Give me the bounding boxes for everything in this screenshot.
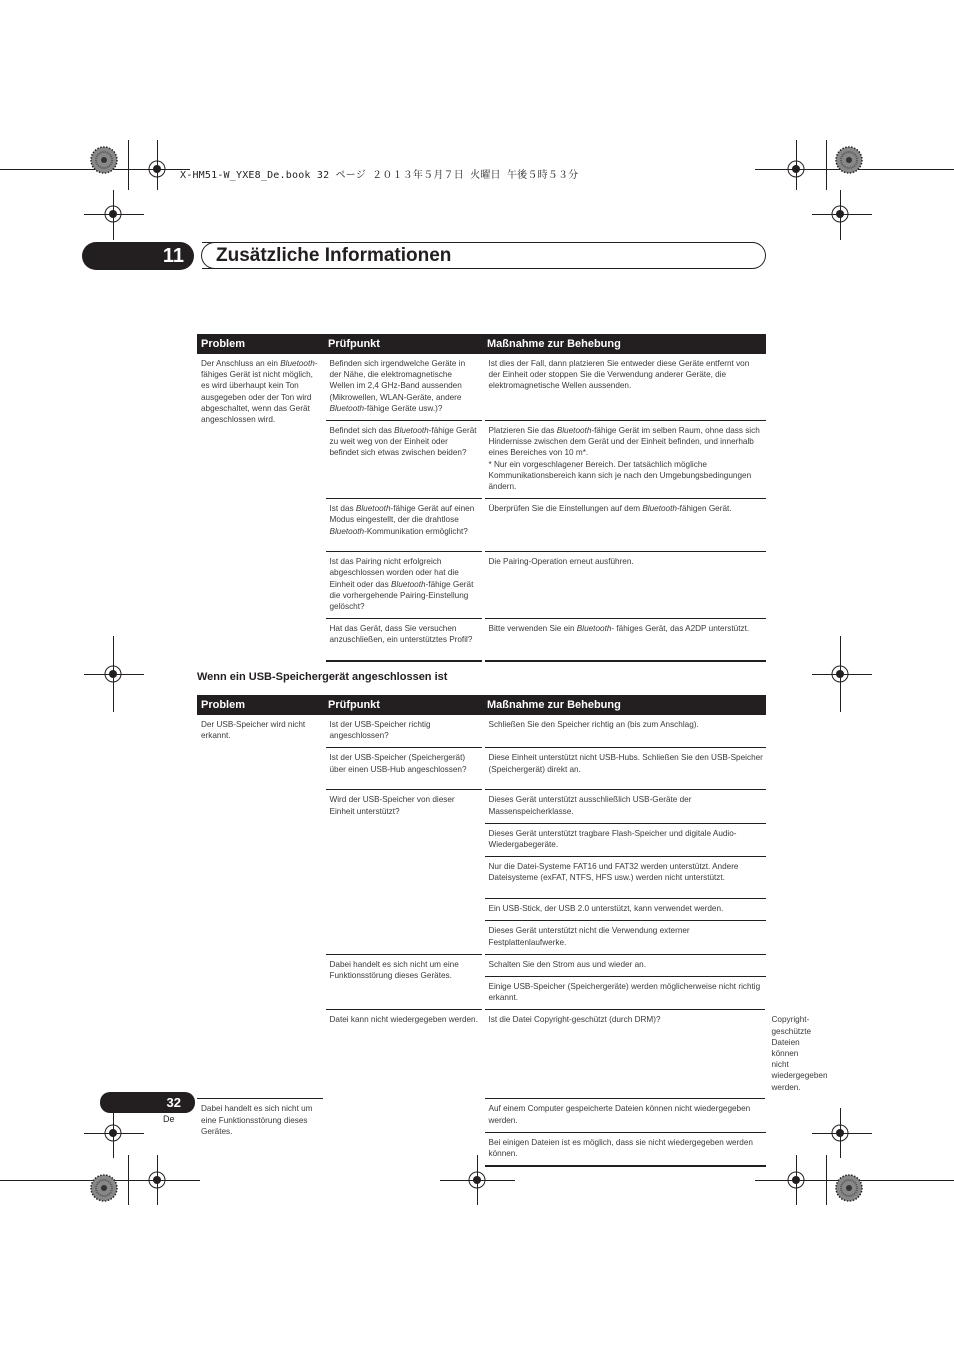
remedy-cell: Auf einem Computer gespeicherte Dateien können nicht wiedergegeben werden. [483, 1099, 766, 1132]
problem-cell: Der USB-Speicher wird nicht erkannt. [197, 715, 324, 1099]
remedy-cell: Bei einigen Dateien ist es möglich, dass sie nicht wiedergegeben werden können. [483, 1132, 766, 1166]
column-header-remedy: Maßnahme zur Behebung [483, 695, 766, 715]
column-header-check: Prüfpunkt [324, 695, 483, 715]
check-cell: Dabei handelt es sich nicht um eine Funktionsstörung dieses Gerätes. [324, 954, 483, 1010]
check-cell: Wird der USB-Speicher von dieser Einheit unterstützt? [324, 790, 483, 954]
usb-troubleshooting-table [197, 695, 828, 1167]
remedy-cell: Dieses Gerät unterstützt nicht die Verwendung externer Festplattenlaufwerke. [483, 921, 766, 954]
check-cell: Befinden sich irgendwelche Geräte in der Nähe, die elektromagnetische Wellen im 2,4 GHz-Band aussenden (Mikrowellen, WLAN-Geräte, andere Bluetooth-fähige Geräte usw.)? [324, 354, 483, 421]
remedy-cell: Überprüfen Sie die Einstellungen auf dem Bluetooth-fähigen Gerät. [483, 499, 766, 552]
remedy-cell: Die Pairing-Operation erneut ausführen. [483, 552, 766, 619]
chapter-title: Zusätzliche Informationen [216, 245, 452, 266]
check-cell: Befindet sich das Bluetooth-fähige Gerät zu weit weg von der Einheit oder befindet sich etwas zwischen beiden? [324, 421, 483, 499]
check-cell: Ist der USB-Speicher richtig angeschlossen? [324, 715, 483, 748]
table-row [197, 715, 766, 748]
column-header-check: Prüfpunkt [324, 334, 483, 354]
column-header-problem: Problem [197, 334, 324, 354]
remedy-cell: Platzieren Sie das Bluetooth-fähige Gerät im selben Raum, ohne dass sich Hindernisse zwischen dem Gerät und der Einheit befinden, und innerhalb eines Bereiches von 10 m*. * Nur ein vorgeschlagener Bereich. Der tatsächlich mögliche Kommunikationsbereich kann sich je nach den Umgebungsbedingungen ändern. [483, 421, 766, 499]
bluetooth-troubleshooting-table [197, 334, 766, 662]
table-row: Datei kann nicht wiedergegeben werden. Ist die Datei Copyright-geschützt (durch DRM)? Copyright-geschützte Dateien können nicht wiedergegeben werden. [197, 1010, 766, 1099]
remedy-cell: Dieses Gerät unterstützt tragbare Flash-Speicher und digitale Audio-Wiedergabegeräte. [483, 823, 766, 856]
page-number: 32 [100, 1092, 195, 1113]
chapter-number: 11 [82, 242, 194, 270]
problem-cell: Der Anschluss an ein Bluetooth-fähiges Gerät ist nicht möglich, es wird überhaupt kein Ton ausgegeben oder der Ton wird abgeschaltet, wenn das Gerät angeschlossen wird. [197, 354, 324, 661]
table-header-row [197, 334, 766, 354]
column-header-problem: Problem [197, 695, 324, 715]
check-cell: Ist das Bluetooth-fähige Gerät auf einen Modus eingestellt, der die drahtlose Bluetooth-Kommunikation ermöglicht? [324, 499, 483, 552]
check-cell: Hat das Gerät, dass Sie versuchen anzuschließen, ein unterstütztes Profil? [324, 619, 483, 661]
remedy-cell: Ein USB-Stick, der USB 2.0 unterstützt, kann verwendet werden. [483, 899, 766, 921]
column-header-remedy: Maßnahme zur Behebung [483, 334, 766, 354]
remedy-cell: Diese Einheit unterstützt nicht USB-Hubs. Schließen Sie den USB-Speicher (Speichergerät) direkt an. [483, 748, 766, 790]
remedy-cell: Schließen Sie den Speicher richtig an (bis zum Anschlag). [488, 720, 699, 729]
remedy-cell: Dieses Gerät unterstützt ausschließlich USB-Geräte der Massenspeicherklasse. [483, 790, 766, 823]
table-row [197, 354, 766, 421]
remedy-cell: Einige USB-Speicher (Speichergeräte) werden möglicherweise nicht richtig erkannt. [483, 977, 766, 1010]
check-cell: Dabei handelt es sich nicht um eine Funktionsstörung dieses Gerätes. [197, 1099, 324, 1166]
remedy-cell: Ist dies der Fall, dann platzieren Sie entweder diese Geräte entfernt von der Einheit oder stoppen Sie die Verwendung anderer Geräte, die elektromagnetische Wellen aussenden. [488, 359, 750, 391]
remedy-cell: Nur die Datei-Systeme FAT16 und FAT32 werden unterstützt. Andere Dateisysteme (exFAT, NTFS, HFS usw.) werden nicht unterstützt. [483, 857, 766, 899]
check-cell: Ist die Datei Copyright-geschützt (durch DRM)? [483, 1010, 766, 1099]
remedy-cell: Schalten Sie den Strom aus und wieder an. [483, 954, 766, 976]
check-cell: Ist der USB-Speicher (Speichergerät) über einen USB-Hub angeschlossen? [324, 748, 483, 790]
table-header-row [197, 695, 766, 715]
remedy-cell: Bitte verwenden Sie ein Bluetooth- fähiges Gerät, das A2DP unterstützt. [483, 619, 766, 661]
page-language: De [163, 1114, 175, 1124]
usb-section-heading: Wenn ein USB-Speichergerät angeschlossen ist [197, 671, 448, 683]
print-header: X-HM51-W_YXE8_De.book 32 ページ ２０１３年５月７日 火曜日 午後５時５３分 [180, 170, 579, 181]
check-cell: Ist das Pairing nicht erfolgreich abgeschlossen worden oder hat die Einheit oder das Bluetooth-fähige Gerät die vorhergehende Pairing-Einstellung gelöscht? [324, 552, 483, 619]
problem-cell: Datei kann nicht wiedergegeben werden. [324, 1010, 483, 1166]
